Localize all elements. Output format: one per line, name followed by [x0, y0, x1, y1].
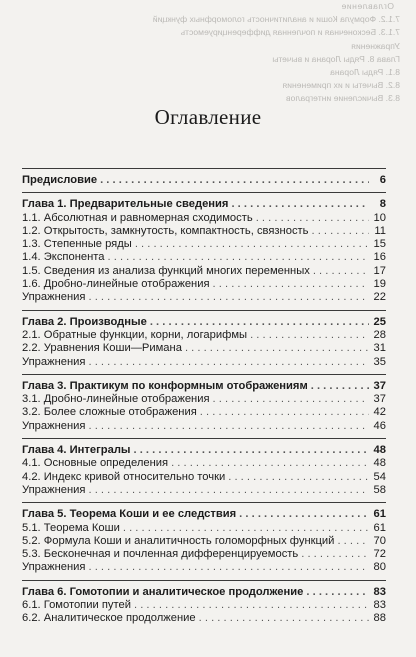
page-number: 19	[373, 278, 386, 291]
page-number: 46	[373, 419, 386, 432]
dot-leader	[88, 561, 369, 574]
toc-entry[interactable]	[22, 225, 386, 238]
page-number: 61	[373, 508, 386, 521]
entry-title: Глава 6. Гомотопии и аналитическое продолжение	[22, 585, 304, 598]
entry-title: 6.1. Гомотопии путей	[22, 599, 131, 612]
dot-leader	[150, 316, 369, 329]
toc-section	[22, 374, 386, 438]
entry-title: Глава 1. Предварительные сведения	[22, 198, 229, 211]
toc-section	[22, 502, 386, 579]
page-number: 83	[373, 585, 386, 598]
dot-leader	[306, 586, 369, 599]
table-of-contents	[22, 168, 386, 631]
toc-section	[22, 438, 386, 502]
bleed-line: Глава 8. Ряды Лорана и вычеты	[272, 53, 400, 64]
toc-chapter-entry[interactable]	[22, 380, 386, 393]
page-number: 6	[379, 174, 386, 186]
toc-entry[interactable]	[22, 535, 386, 548]
bleed-line: 8.3. Вычисление интегралов	[285, 93, 400, 104]
toc-section	[22, 168, 386, 192]
toc-entry[interactable]	[22, 406, 386, 419]
page-number: 28	[373, 328, 386, 341]
toc-entry[interactable]	[22, 342, 386, 355]
page-number: 17	[373, 264, 386, 277]
page-number: 37	[373, 379, 386, 392]
toc-entry[interactable]	[22, 471, 386, 484]
dot-leader	[256, 212, 369, 225]
entry-title: 1.1. Абсолютная и равномерная сходимость	[22, 211, 253, 224]
bleed-line: 7.1.3. Бесконечная и почленная дифференцируемость	[180, 27, 400, 38]
entry-title: Глава 5. Теорема Коши и ее следствия	[22, 508, 237, 521]
dot-leader	[108, 251, 369, 264]
entry-title: 1.5. Сведения из анализа функций многих переменных	[22, 264, 310, 277]
page-number: 83	[373, 599, 386, 612]
toc-chapter-entry[interactable]	[22, 508, 386, 521]
dot-leader	[313, 265, 369, 278]
dot-leader	[185, 342, 369, 355]
dot-leader	[135, 238, 369, 251]
dot-leader	[213, 393, 369, 406]
toc-entry[interactable]	[22, 291, 386, 304]
entry-title: Упражнения	[22, 483, 86, 496]
entry-title: Глава 3. Практикум по конформным отображениям	[22, 379, 308, 392]
dot-leader	[200, 406, 369, 419]
entry-title: Упражнения	[22, 561, 86, 574]
dot-leader	[88, 356, 369, 369]
page-number: 54	[373, 470, 386, 483]
toc-chapter-entry[interactable]	[22, 444, 386, 457]
entry-title: 3.2. Более сложные отображения	[22, 406, 197, 419]
toc-chapter-entry[interactable]	[22, 174, 386, 187]
entry-title: 3.1. Дробно-линейные отображения	[22, 393, 210, 406]
dot-leader	[337, 535, 369, 548]
entry-title: 5.3. Бесконечная и почленная дифференцируемость	[22, 548, 299, 561]
dot-leader	[88, 484, 369, 497]
dot-leader	[123, 522, 369, 535]
dot-leader	[134, 599, 369, 612]
page-number: 8	[379, 198, 386, 211]
entry-title: Упражнения	[22, 419, 86, 432]
dot-leader	[312, 225, 370, 238]
page-number: 61	[373, 521, 386, 534]
toc-entry[interactable]	[22, 278, 386, 291]
toc-entry[interactable]	[22, 561, 386, 574]
entry-title: Упражнения	[22, 291, 86, 304]
dot-leader	[88, 420, 369, 433]
dot-leader	[228, 471, 369, 484]
page-number: 35	[373, 355, 386, 368]
entry-title: 1.6. Дробно-линейные отображения	[22, 278, 210, 291]
entry-title: 2.1. Обратные функции, корни, логарифмы	[22, 328, 248, 341]
page-number: 16	[373, 251, 386, 264]
toc-section	[22, 580, 386, 631]
entry-title: 1.2. Открытость, замкнутость, компактность, связность	[22, 224, 309, 237]
entry-title: Глава 2. Производные	[22, 315, 147, 328]
entry-title: 4.1. Основные определения	[22, 457, 169, 470]
page-number: 11	[374, 224, 386, 237]
dot-leader	[100, 174, 369, 187]
toc-entry[interactable]	[22, 212, 386, 225]
dot-leader	[250, 329, 369, 342]
entry-title: 6.2. Аналитическое продолжение	[22, 612, 196, 625]
entry-title: 1.4. Экспонента	[22, 251, 105, 264]
page-number: 80	[373, 561, 386, 574]
toc-chapter-entry[interactable]	[22, 586, 386, 599]
dot-leader	[231, 198, 369, 211]
toc-entry[interactable]	[22, 522, 386, 535]
page-number: 31	[373, 342, 386, 355]
page-number: 10	[373, 211, 386, 224]
bleed-line: 8.1. Ряды Лорана	[330, 67, 400, 78]
page-number: 58	[373, 483, 386, 496]
page-number: 72	[373, 548, 386, 561]
toc-entry[interactable]	[22, 238, 386, 251]
entry-title: 5.2. Формула Коши и аналитичность голоморфных функций	[22, 534, 335, 547]
toc-section	[22, 310, 386, 374]
toc-section	[22, 192, 386, 309]
toc-entry[interactable]	[22, 612, 386, 625]
toc-entry[interactable]	[22, 265, 386, 278]
page-number: 48	[373, 457, 386, 470]
page-number: 48	[373, 444, 386, 457]
page-number: 25	[373, 315, 386, 328]
dot-leader	[213, 278, 369, 291]
page-number: 88	[373, 612, 386, 625]
page-number: 15	[373, 238, 386, 251]
dot-leader	[239, 508, 369, 521]
dot-leader	[199, 612, 369, 625]
page-title: Оглавление	[154, 105, 262, 129]
entry-title: Упражнения	[22, 355, 86, 368]
dot-leader	[311, 380, 369, 393]
page-number: 22	[373, 291, 386, 304]
toc-entry[interactable]	[22, 420, 386, 433]
toc-chapter-entry[interactable]	[22, 316, 386, 329]
dot-leader	[134, 444, 370, 457]
dot-leader	[88, 291, 369, 304]
toc-entry[interactable]	[22, 356, 386, 369]
bleed-line: Упражнения	[351, 40, 400, 51]
entry-title: Предисловие	[22, 174, 98, 186]
bleed-line: 8.2. Вычеты и их применения	[282, 80, 400, 91]
page-number: 42	[373, 406, 386, 419]
toc-entry[interactable]	[22, 484, 386, 497]
entry-title: 5.1. Теорема Коши	[22, 521, 120, 534]
toc-entry[interactable]	[22, 548, 386, 561]
page-number: 70	[373, 534, 386, 547]
dot-leader	[171, 457, 369, 470]
page-number: 37	[373, 393, 386, 406]
bleed-line: 7.1.2. Формула Коши и аналитичность голоморфных функций	[152, 14, 400, 25]
entry-title: 4.2. Индекс кривой относительно точки	[22, 470, 226, 483]
dot-leader	[301, 548, 369, 561]
bleed-line: Оглавление	[341, 1, 394, 11]
entry-title: 2.2. Уравнения Коши—Римана	[22, 342, 182, 355]
entry-title: Глава 4. Интегралы	[22, 444, 131, 457]
toc-entry[interactable]	[22, 393, 386, 406]
toc-entry[interactable]	[22, 251, 386, 264]
entry-title: 1.3. Степенные ряды	[22, 238, 132, 251]
bleed-through-text	[0, 0, 416, 112]
toc-entry[interactable]	[22, 457, 386, 470]
toc-entry[interactable]	[22, 599, 386, 612]
toc-chapter-entry[interactable]	[22, 198, 386, 211]
toc-entry[interactable]	[22, 329, 386, 342]
